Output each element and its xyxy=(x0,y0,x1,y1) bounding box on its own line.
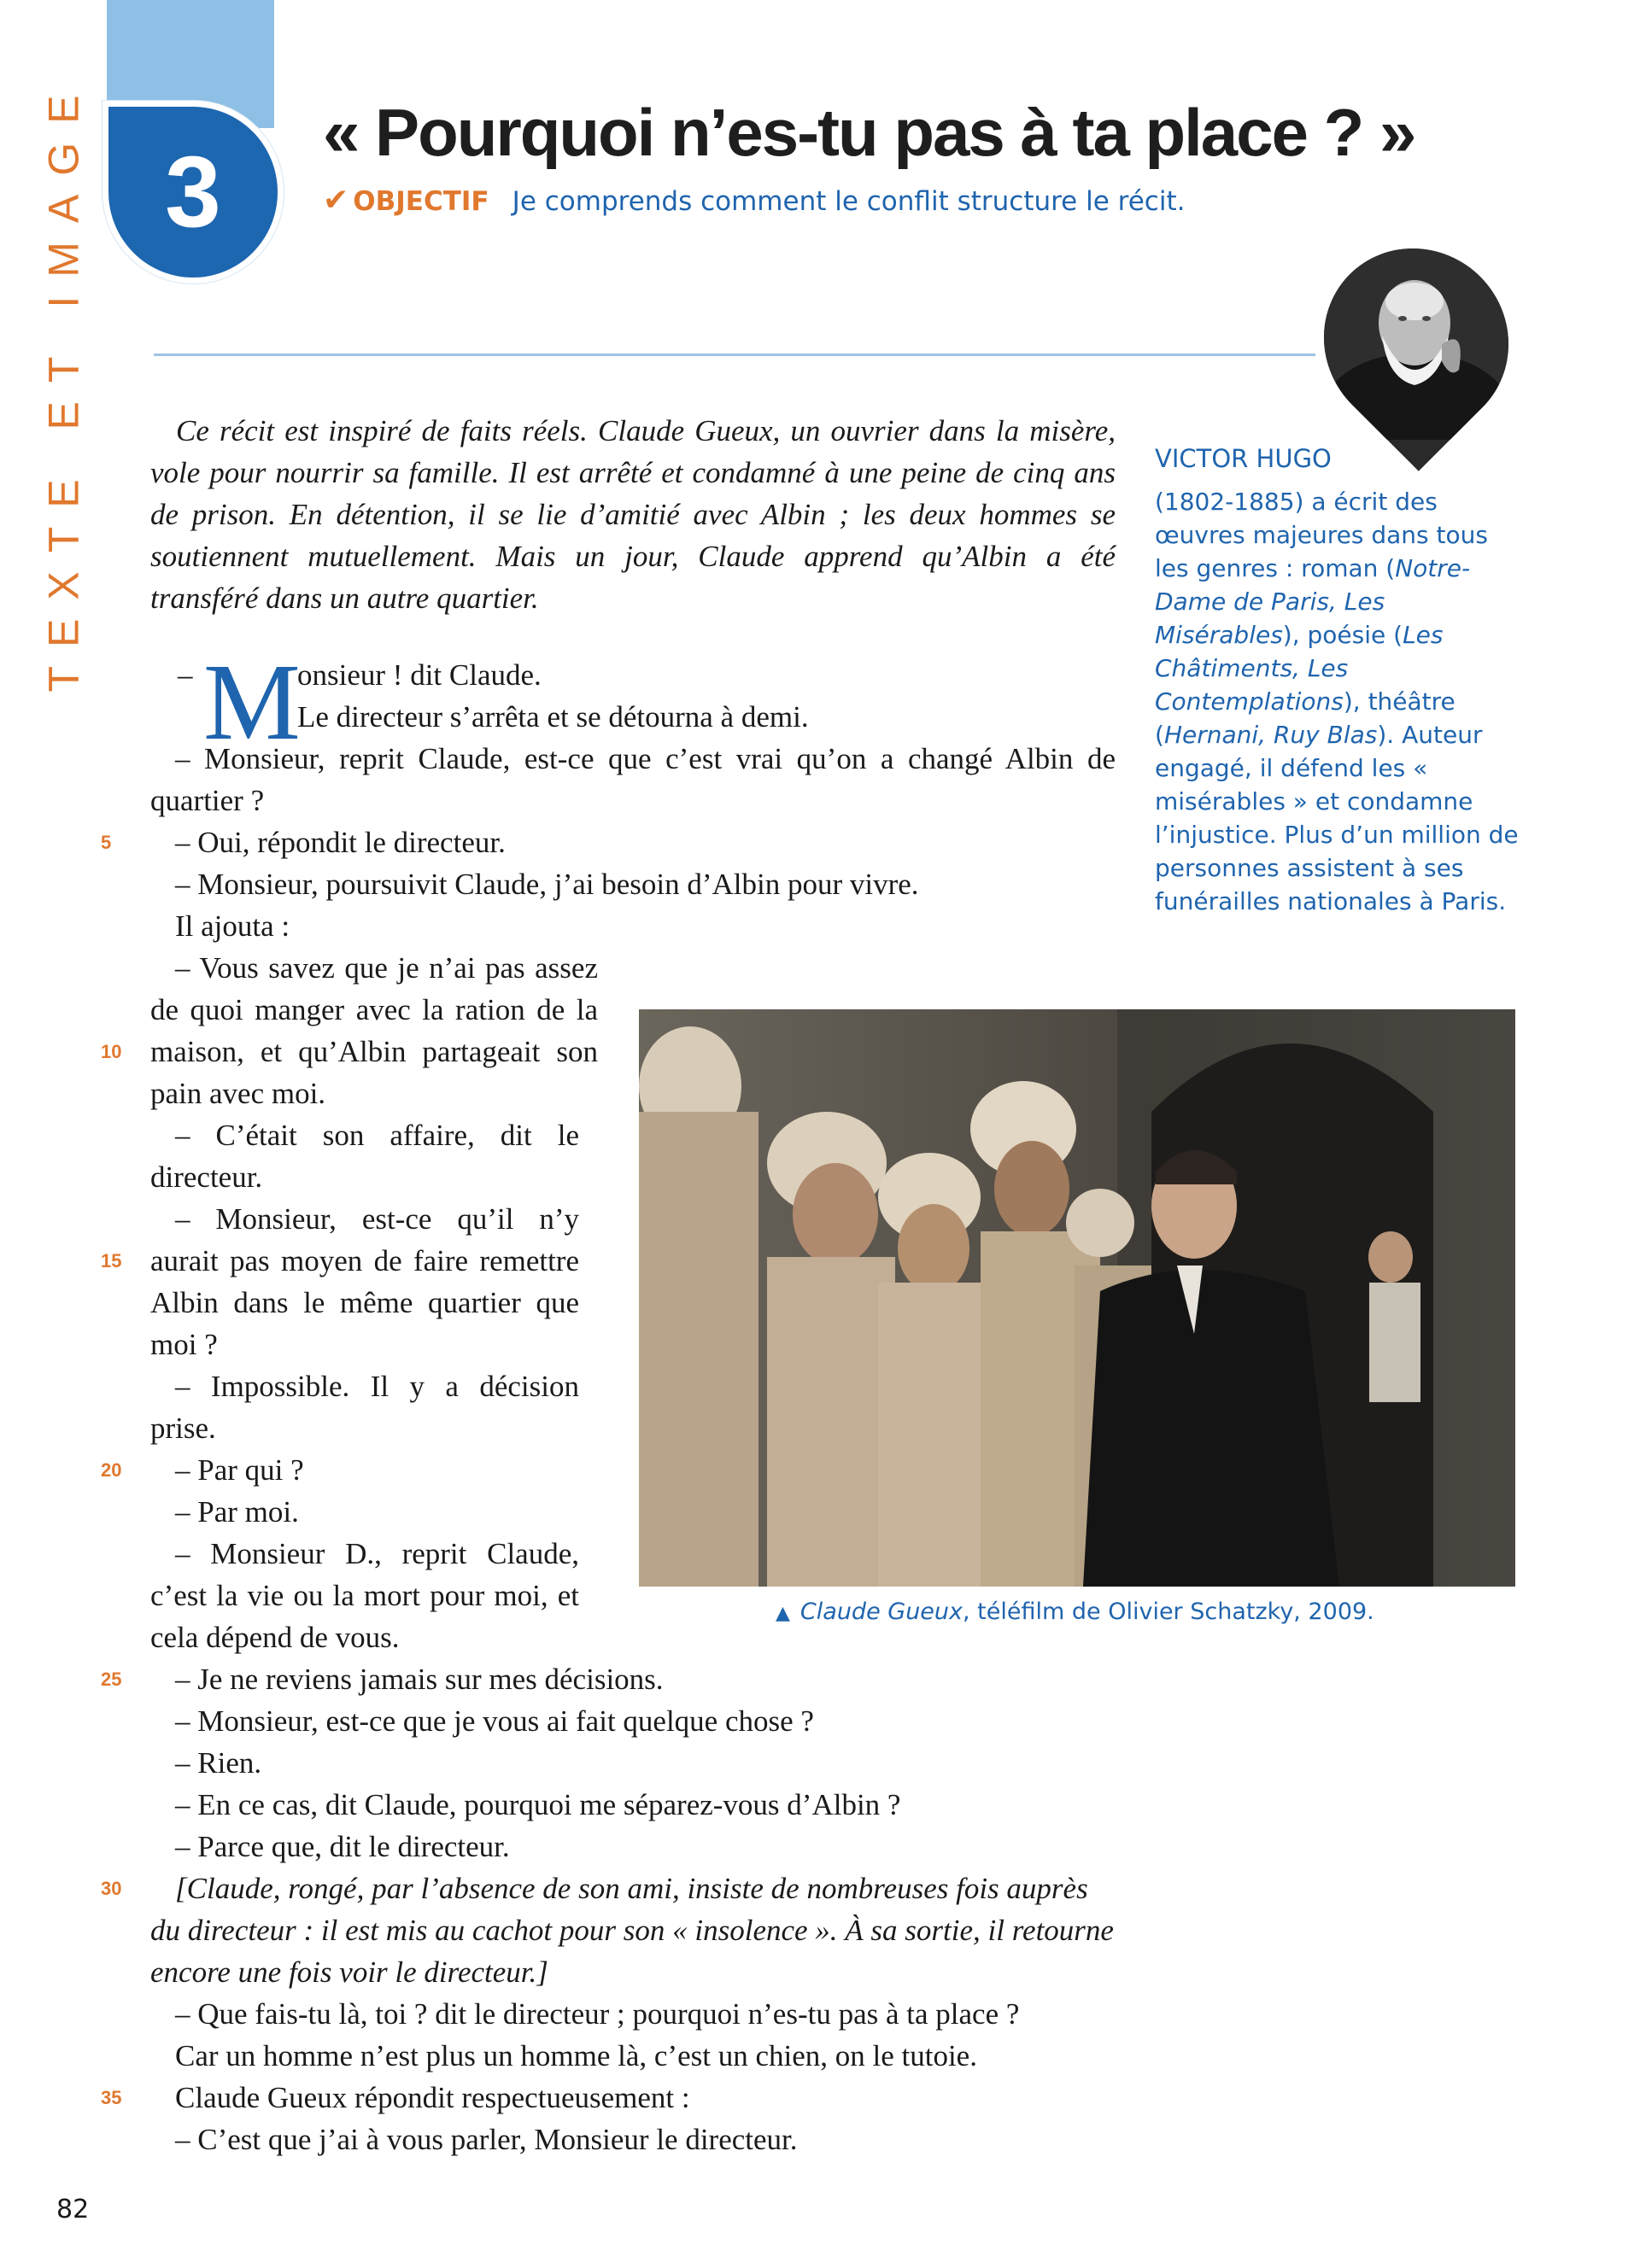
line-number: 15 xyxy=(101,1250,122,1271)
bio-part: (1802-1885) a écrit des œuvres majeures dans tous les genres : roman ( xyxy=(1155,488,1488,582)
author-name: VICTOR HUGO xyxy=(1155,444,1332,473)
text-line: encore une fois voir le directeur.] xyxy=(150,1955,548,1989)
text-line: c’est la vie ou la mort pour moi, et xyxy=(150,1579,579,1612)
text-line: – Je ne reviens jamais sur mes décisions. xyxy=(175,1663,664,1696)
caption-title: Claude Gueux xyxy=(800,1599,964,1625)
text-line: Car un homme n’est plus un homme là, c’est un chien, on le tutoie. xyxy=(175,2039,977,2072)
text-line: – Monsieur D., reprit Claude, xyxy=(175,1537,579,1570)
text-line: – Monsieur, est-ce que je vous ai fait quelque chose ? xyxy=(175,1704,814,1738)
text-line: – Monsieur, est-ce qu’il n’y xyxy=(175,1202,579,1236)
text-line: prise. xyxy=(150,1412,216,1445)
text-line: cela dépend de vous. xyxy=(150,1621,400,1654)
author-bio-text xyxy=(1155,485,1522,918)
photo-caption xyxy=(776,1599,1374,1625)
header-divider xyxy=(154,354,1315,356)
portrait-icon xyxy=(1314,242,1519,440)
text-line: – C’était son affaire, dit le xyxy=(175,1119,579,1152)
text-line: – Monsieur, poursuivit Claude, j’ai besoin d’Albin pour vivre. xyxy=(175,868,919,901)
objective xyxy=(323,183,1185,218)
film-still-photo xyxy=(639,1009,1515,1587)
text-line: Le directeur s’arrêta et se détourna à demi. xyxy=(297,700,809,734)
text-line: aurait pas moyen de faire remettre xyxy=(150,1244,579,1277)
bio-part: ). Auteur engagé, il défend les « misérables » et condamne l’injustice. Plus d’un million de personnes assistent à ses funérailles nationales à Paris. xyxy=(1155,721,1519,915)
line-number: 30 xyxy=(101,1878,122,1899)
film-still-illustration xyxy=(639,1009,1515,1587)
text-line: pain avec moi. xyxy=(150,1077,326,1110)
drop-cap: M xyxy=(203,641,301,763)
line-number: 20 xyxy=(101,1459,122,1481)
author-portrait xyxy=(1286,210,1546,471)
text-line: – Impossible. Il y a décision xyxy=(175,1370,579,1403)
objective-label: OBJECTIF xyxy=(353,186,489,217)
page-title: « Pourquoi n’es-tu pas à ta place ? » xyxy=(323,95,1415,170)
bio-part: ), théâtre ( xyxy=(1155,687,1456,749)
text-line: du directeur : il est mis au cachot pour son « insolence ». À sa sortie, il retourne xyxy=(150,1914,1114,1947)
text-line: – C’est que j’ai à vous parler, Monsieur le directeur. xyxy=(175,2123,798,2156)
bio-work: Notre-Dame de Paris, Les Misérables xyxy=(1155,554,1471,649)
line-number: 35 xyxy=(101,2087,122,2108)
section-label: TEXTE ET IMAGE xyxy=(40,76,89,693)
triangle-up-icon: ▲ xyxy=(776,1603,790,1624)
text-line: onsieur ! dit Claude. xyxy=(297,658,542,692)
text-line: – Par qui ? xyxy=(175,1453,304,1487)
intro-paragraph: Ce récit est inspiré de faits réels. Claude Gueux, un ouvrier dans la misère, vole pour nourrir sa famille. Il est arrêté et condamné à une peine de cinq ans de prison. En détention, il se lie d’amitié avec Albin ; les deux hommes se soutiennent mutuellement. Mais un jour, Claude apprend qu’Albin a été transféré dans un autre quartier. xyxy=(150,414,1116,615)
bio-work: Hernani, Ruy Blas xyxy=(1163,721,1378,749)
text-line: – Rien. xyxy=(175,1746,262,1780)
text-line: – Monsieur, reprit Claude, est-ce que c’est vrai qu’on a changé Albin de xyxy=(175,742,1116,775)
text-line: directeur. xyxy=(150,1160,263,1194)
line-number: 25 xyxy=(101,1669,122,1690)
bio-work: Les Châtiments, Les Contemplations xyxy=(1155,621,1444,716)
chapter-number: 3 xyxy=(165,136,221,248)
line-number: 5 xyxy=(101,832,112,853)
text-line: maison, et qu’Albin partageait son xyxy=(150,1035,598,1068)
chapter-badge xyxy=(102,101,284,284)
text-line: quartier ? xyxy=(150,784,265,817)
text-line: – Par moi. xyxy=(175,1495,299,1529)
page-number: 82 xyxy=(56,2195,90,2224)
section-label-vertical xyxy=(34,43,94,726)
text-line: Claude Gueux répondit respectueusement : xyxy=(175,2081,690,2114)
objective-text: Je comprends comment le conflit structure le récit. xyxy=(512,186,1186,217)
text-line: Il ajouta : xyxy=(175,909,290,943)
text-line: Albin dans le même quartier que xyxy=(150,1286,579,1319)
text-line: – xyxy=(178,658,193,692)
check-icon: ✔ xyxy=(323,183,349,218)
caption-text: , téléfilm de Olivier Schatzky, 2009. xyxy=(963,1599,1374,1625)
text-line: – Oui, répondit le directeur. xyxy=(175,826,506,859)
text-line: de quoi manger avec la ration de la xyxy=(150,993,598,1026)
text-line: moi ? xyxy=(150,1328,218,1361)
text-line: – En ce cas, dit Claude, pourquoi me séparez-vous d’Albin ? xyxy=(175,1788,901,1821)
text-line: – Vous savez que je n’ai pas assez xyxy=(175,951,598,985)
text-line: – Que fais-tu là, toi ? dit le directeur ; pourquoi n’es-tu pas à ta place ? xyxy=(175,1997,1020,2031)
author-bio xyxy=(1155,444,1522,918)
text-line: – Parce que, dit le directeur. xyxy=(175,1830,510,1863)
text-line: [Claude, rongé, par l’absence de son ami, insiste de nombreuses fois auprès xyxy=(175,1872,1088,1905)
bio-part: ), poésie ( xyxy=(1282,621,1403,649)
line-number: 10 xyxy=(101,1041,122,1062)
